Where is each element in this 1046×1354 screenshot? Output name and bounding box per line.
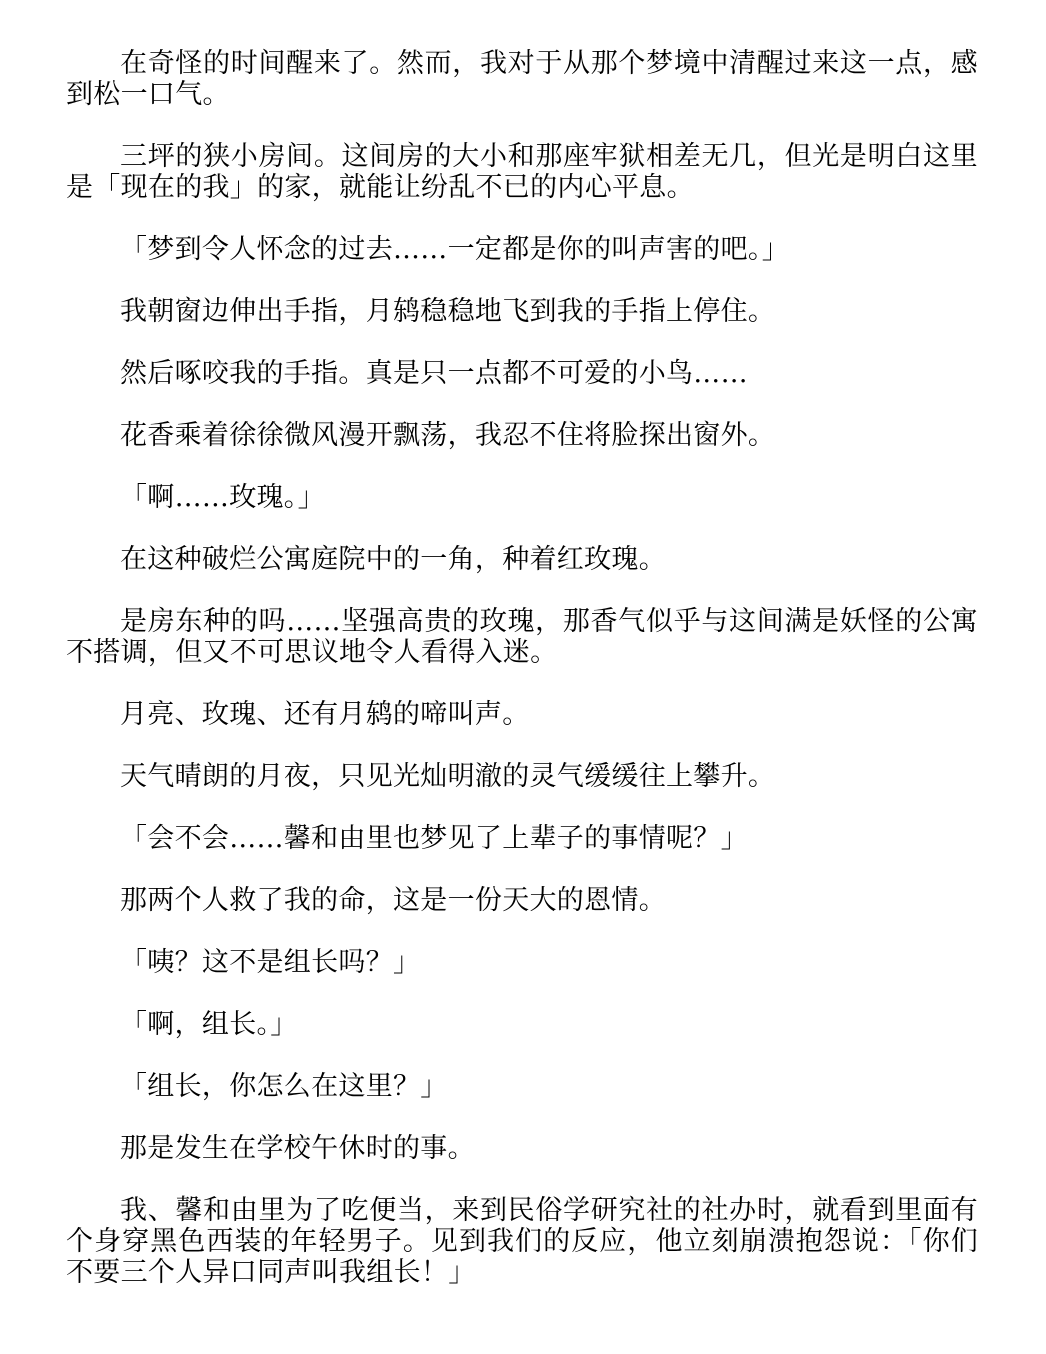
paragraph: 是房东种的吗……坚强高贵的玫瑰，那香气似乎与这间满是妖怪的公寓不搭调，但又不可思议地令人看得入迷。 xyxy=(66,606,978,668)
paragraph: 「咦？这不是组长吗？」 xyxy=(120,947,421,978)
document-page xyxy=(66,48,978,1288)
paragraph: 「会不会……馨和由里也梦见了上辈子的事情呢？」 xyxy=(120,823,748,854)
paragraph: 三坪的狭小房间。这间房的大小和那座牢狱相差无几，但光是明白这里是「现在的我」的家，就能让纷乱不已的内心平息。 xyxy=(66,141,978,203)
paragraph: 在奇怪的时间醒来了。然而，我对于从那个梦境中清醒过来这一点，感到松一口气。 xyxy=(66,48,978,110)
paragraph: 然后啄咬我的手指。真是只一点都不可爱的小鸟…… xyxy=(120,358,748,389)
paragraph: 那两个人救了我的命，这是一份天大的恩情。 xyxy=(120,885,666,916)
paragraph: 「梦到令人怀念的过去……一定都是你的叫声害的吧。」 xyxy=(120,234,789,265)
paragraph: 在这种破烂公寓庭院中的一角，种着红玫瑰。 xyxy=(120,544,666,575)
paragraph: 「啊……玫瑰。」 xyxy=(120,482,325,513)
paragraph: 月亮、玫瑰、还有月鸫的啼叫声。 xyxy=(120,699,530,730)
paragraph: 那是发生在学校午休时的事。 xyxy=(120,1133,475,1164)
paragraph: 「啊，组长。」 xyxy=(120,1009,298,1040)
paragraph: 我朝窗边伸出手指，月鸫稳稳地飞到我的手指上停住。 xyxy=(120,296,776,327)
paragraph: 我、馨和由里为了吃便当，来到民俗学研究社的社办时，就看到里面有个身穿黑色西装的年轻男子。见到我们的反应，他立刻崩溃抱怨说：「你们不要三个人异口同声叫我组长！」 xyxy=(66,1195,978,1288)
paragraph: 天气晴朗的月夜，只见光灿明澈的灵气缓缓往上攀升。 xyxy=(120,761,776,792)
paragraph: 「组长，你怎么在这里？」 xyxy=(120,1071,448,1102)
paragraph: 花香乘着徐徐微风漫开飘荡，我忍不住将脸探出窗外。 xyxy=(120,420,776,451)
